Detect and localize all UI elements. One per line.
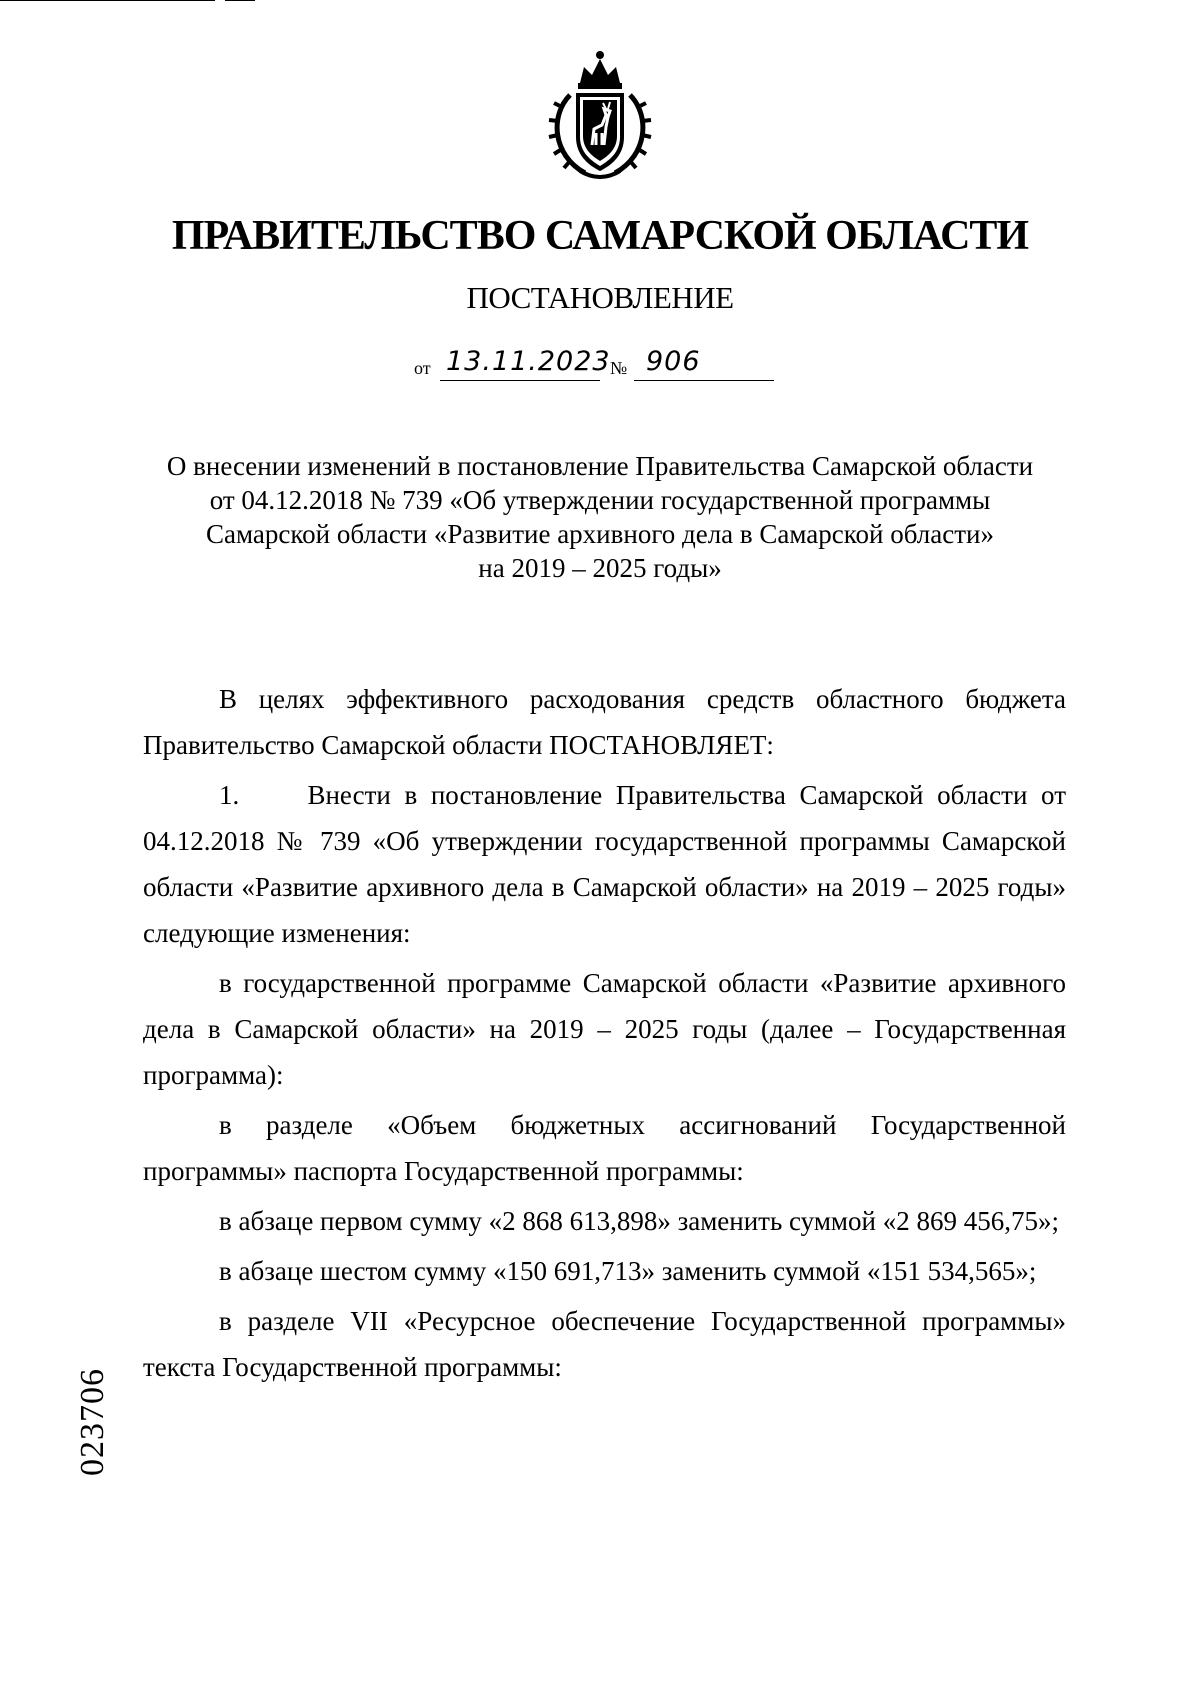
paragraph: 1. Внести в постановление Правительства Самарской области от 04.12.2018 № 739 «Об утверждении государственной программы Самарской области «Развитие архивного дела в Самарской области» на 2019 – 2025 годы» следующие изменения:	[143, 780, 1066, 948]
paragraph: в государственной программе Самарской области «Развитие архивного дела в Самарской области» на 2019 – 2025 годы (далее – Государственная программа):	[143, 968, 1066, 1090]
date-prefix: от	[414, 358, 431, 378]
number-prefix: №	[610, 358, 628, 378]
organization-title: ПРАВИТЕЛЬСТВО САМАРСКОЙ ОБЛАСТИ	[171, 213, 1029, 259]
subject-line: от 04.12.2018 № 739 «Об утверждении государственной программы	[209, 485, 991, 515]
paragraph: в абзаце первом сумму «2 868 613,898» заменить суммой «2 869 456,75»;	[219, 1206, 1059, 1236]
subject-line: О внесении изменений в постановление Правительства Самарской области	[166, 451, 1034, 481]
paragraph: В целях эффективного расходования средств областного бюджета Правительство Самарской области ПОСТАНОВЛЯЕТ:	[143, 684, 1066, 760]
date-underline	[440, 380, 600, 382]
number-handwritten: 906	[646, 346, 701, 377]
date-handwritten: 13.11.2023	[446, 346, 611, 377]
paragraph: в абзаце шестом сумму «150 691,713» заменить суммой «151 534,565»;	[219, 1256, 1037, 1286]
subject-line: Самарской области «Развитие архивного дела в Самарской области»	[206, 519, 994, 549]
subject-line: на 2019 – 2025 годы»	[478, 553, 722, 583]
paragraph: в разделе VII «Ресурсное обеспечение Государственной программы» текста Государственной программы:	[143, 1306, 1066, 1382]
coat-of-arms-icon	[540, 45, 660, 185]
number-underline	[634, 380, 774, 382]
document-type: ПОСТАНОВЛЕНИЕ	[466, 280, 734, 315]
date-number-line	[414, 348, 814, 382]
document-subject	[130, 449, 1070, 585]
scan-edge-marks	[0, 0, 260, 2]
document-body	[143, 676, 1066, 1394]
paragraph: в разделе «Объем бюджетных ассигнований Государственной программы» паспорта Государственной программы:	[143, 1110, 1066, 1186]
registration-number: 023706	[74, 1368, 111, 1476]
